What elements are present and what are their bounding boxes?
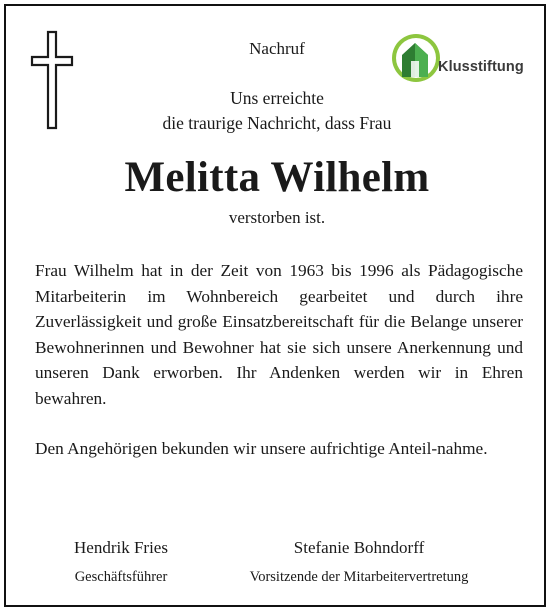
- signatory-name: Stefanie Bohndorff: [293, 538, 425, 557]
- deceased-suffix: verstorben ist.: [228, 208, 326, 227]
- logo-wordmark: Klusstiftung: [438, 59, 524, 75]
- intro-line-1: Uns erreichte: [230, 88, 324, 108]
- intro-line-2: die traurige Nachricht, dass Frau: [162, 113, 392, 133]
- tribute-paragraph: Frau Wilhelm hat in der Zeit von 1963 bis 1996 als Pädagogische Mitarbeiterin im Wohnbereich gearbeitet und durch ihre Zuverlässigkeit und große Einsatzbereitschaft für die Belange unserer Bewohnerinnen und Bewohner hat sie sich unsere Anerkennung und unseren Dank erworben. Ihr Andenken werden wir in Ehren bewahren.: [35, 261, 523, 408]
- deceased-name: Melitta Wilhelm: [124, 154, 430, 201]
- signatory-role: Vorsitzende der Mitarbeitervertretung: [249, 569, 469, 585]
- signature-block: [224, 537, 494, 587]
- notice-title: Nachruf: [249, 39, 305, 58]
- obituary-notice: [4, 4, 546, 607]
- signature-block: [46, 537, 196, 587]
- condolence-paragraph: Den Angehörigen bekunden wir unsere aufrichtige Anteil-nahme.: [35, 439, 488, 458]
- signatory-name: Hendrik Fries: [74, 538, 168, 557]
- intro-text: [6, 86, 548, 136]
- signatory-role: Geschäftsführer: [74, 569, 168, 585]
